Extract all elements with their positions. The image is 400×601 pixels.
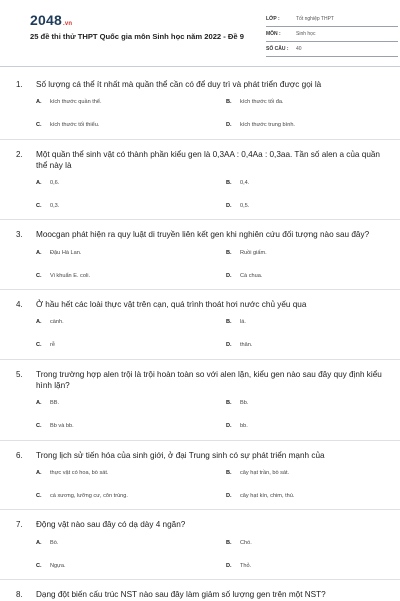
option-letter: C. (36, 202, 42, 209)
question-divider (0, 219, 400, 220)
option-text: Thỏ. (240, 562, 252, 569)
answer-option[interactable] (226, 264, 376, 287)
option-letter: A. (36, 469, 42, 476)
question-6 (16, 451, 384, 508)
answer-option[interactable] (226, 311, 376, 334)
question-text: Ở hầu hết các loài thực vật trên cạn, quá trình thoát hơi nước chủ yếu qua (36, 300, 307, 310)
option-letter: D. (226, 272, 232, 279)
meta-row-count (266, 42, 398, 57)
option-letter: A. (36, 400, 42, 407)
option-letter: C. (36, 492, 42, 499)
answer-option[interactable] (36, 264, 226, 287)
question-5 (16, 370, 384, 438)
option-text: rễ (50, 342, 55, 349)
answer-options (36, 392, 384, 438)
answer-option[interactable] (226, 554, 376, 577)
option-text: Ruồi giấm. (240, 249, 267, 256)
option-letter: B. (226, 539, 232, 546)
answer-option[interactable] (36, 91, 226, 114)
answer-option[interactable] (226, 484, 376, 507)
option-text: Cà chua. (240, 272, 263, 279)
question-text: Số lượng cá thể ít nhất mà quần thể cần có để duy trì và phát triển được gọi là (36, 80, 322, 89)
option-text: 0,4. (240, 179, 250, 186)
logo-suffix: .vn (62, 21, 73, 27)
option-text: kích thước trung bình. (240, 122, 295, 129)
question-2 (16, 150, 384, 218)
option-text: 0,5. (240, 202, 250, 209)
meta-key: SỐ CÂU : (266, 46, 289, 52)
question-divider (0, 579, 400, 580)
option-letter: D. (226, 342, 232, 349)
answer-options (36, 531, 384, 577)
meta-key: MÔN : (266, 31, 281, 37)
question-number: 8. (16, 590, 23, 600)
option-letter: A. (36, 539, 42, 546)
question-number: 5. (16, 369, 23, 379)
option-letter: D. (226, 492, 232, 499)
option-letter: C. (36, 272, 42, 279)
exam-title: 25 đề thi thử THPT Quốc gia môn Sinh học năm 2022 - Đề 9 (30, 32, 244, 41)
option-text: BB. (50, 400, 60, 407)
option-letter: A. (36, 179, 42, 186)
answer-option[interactable] (36, 461, 226, 484)
question-number: 7. (16, 520, 23, 530)
answer-option[interactable] (226, 91, 376, 114)
question-text: Động vật nào sau đây có dạ dày 4 ngăn? (36, 520, 186, 530)
question-7 (16, 520, 384, 577)
answer-option[interactable] (36, 392, 226, 415)
option-letter: A. (36, 249, 42, 256)
option-text: thân. (240, 342, 253, 349)
option-text: Bb và bb. (50, 423, 74, 430)
option-letter: B. (226, 400, 232, 407)
answer-option[interactable] (226, 194, 376, 217)
option-letter: A. (36, 319, 42, 326)
answer-option[interactable] (36, 194, 226, 217)
option-text: cây hạt kín, chim, thú. (240, 492, 295, 499)
answer-option[interactable] (36, 484, 226, 507)
question-divider (0, 289, 400, 290)
header-divider (0, 66, 400, 67)
question-8 (16, 590, 384, 601)
option-letter: B. (226, 179, 232, 186)
answer-options (36, 311, 384, 357)
answer-option[interactable] (36, 114, 226, 137)
question-text: Một quần thể sinh vật có thành phần kiểu gen là 0,3AA : 0,4Aa : 0,3aa. Tần số alen a của quần thể này là (36, 149, 380, 170)
option-text: kích thước tối thiểu. (50, 122, 100, 129)
option-letter: C. (36, 122, 42, 129)
answer-options (36, 91, 384, 137)
answer-option[interactable] (36, 334, 226, 357)
answer-options (36, 241, 384, 287)
option-letter: A. (36, 99, 42, 106)
answer-options (36, 461, 384, 507)
option-text: 0,6. (50, 179, 60, 186)
option-text: Vi khuẩn E. coli. (50, 272, 91, 279)
question-text: Moocgan phát hiện ra quy luật di truyền liên kết gen khi nghiên cứu đối tượng nào sau đây? (36, 230, 370, 240)
logo-main: 2048 (30, 12, 62, 28)
option-text: bb. (240, 423, 248, 430)
option-letter: D. (226, 562, 232, 569)
answer-option[interactable] (226, 392, 376, 415)
option-text: Ngựa. (50, 562, 66, 569)
answer-option[interactable] (36, 415, 226, 438)
question-text: Trong lịch sử tiến hóa của sinh giới, ở đại Trung sinh có sự phát triển mạnh của (36, 450, 325, 460)
exam-meta (266, 12, 398, 57)
option-letter: B. (226, 319, 232, 326)
meta-value: 40 (296, 46, 302, 52)
option-letter: C. (36, 423, 42, 430)
exam-header (14, 0, 386, 66)
option-text: cây hạt trần, bò sát. (240, 469, 290, 476)
question-divider (0, 509, 400, 510)
question-number: 4. (16, 300, 23, 310)
question-divider (0, 139, 400, 140)
meta-row-class (266, 12, 398, 27)
option-letter: C. (36, 562, 42, 569)
option-letter: D. (226, 423, 232, 430)
answer-option[interactable] (226, 415, 376, 438)
meta-key: LỚP : (266, 16, 280, 22)
option-text: 0,3. (50, 202, 60, 209)
option-text: kích thước quần thể. (50, 99, 102, 106)
question-list (16, 80, 384, 601)
option-letter: D. (226, 122, 232, 129)
option-text: kích thước tối đa. (240, 99, 284, 106)
option-text: thực vật có hoa, bò sát. (50, 469, 109, 476)
question-divider (0, 440, 400, 441)
option-letter: B. (226, 99, 232, 106)
option-text: Bò. (50, 539, 59, 546)
option-letter: B. (226, 249, 232, 256)
meta-value: Sinh học (296, 31, 316, 37)
site-logo[interactable] (30, 12, 72, 28)
question-number: 2. (16, 149, 23, 159)
question-divider (0, 359, 400, 360)
option-text: cá xương, lưỡng cư, côn trùng. (50, 492, 128, 499)
option-text: Chó. (240, 539, 252, 546)
option-text: lá. (240, 319, 246, 326)
question-number: 3. (16, 230, 23, 240)
option-text: Bb. (240, 400, 249, 407)
answer-option[interactable] (226, 241, 376, 264)
answer-option[interactable] (226, 531, 376, 554)
option-letter: B. (226, 469, 232, 476)
question-number: 1. (16, 80, 23, 89)
answer-option[interactable] (226, 334, 376, 357)
answer-option[interactable] (36, 171, 226, 194)
question-1 (16, 80, 384, 137)
question-3 (16, 230, 384, 287)
option-text: cành. (50, 319, 64, 326)
question-4 (16, 300, 384, 357)
answer-option[interactable] (226, 114, 376, 137)
answer-option[interactable] (226, 171, 376, 194)
answer-option[interactable] (226, 461, 376, 484)
question-number: 6. (16, 450, 23, 460)
meta-row-subject (266, 27, 398, 42)
answer-option[interactable] (36, 241, 226, 264)
answer-options (36, 171, 384, 217)
option-text: Đậu Hà Lan. (50, 249, 82, 256)
option-letter: C. (36, 342, 42, 349)
answer-option[interactable] (36, 531, 226, 554)
answer-option[interactable] (36, 554, 226, 577)
answer-option[interactable] (36, 311, 226, 334)
question-text: Trong trường hợp alen trội là trội hoàn toàn so với alen lặn, kiểu gen nào sau đây quy định kiểu hình lặn? (36, 369, 382, 390)
meta-value: Tốt nghiệp THPT (296, 16, 334, 22)
question-text: Dạng đột biến cấu trúc NST nào sau đây làm giảm số lượng gen trên một NST? (36, 590, 326, 600)
option-letter: D. (226, 202, 232, 209)
